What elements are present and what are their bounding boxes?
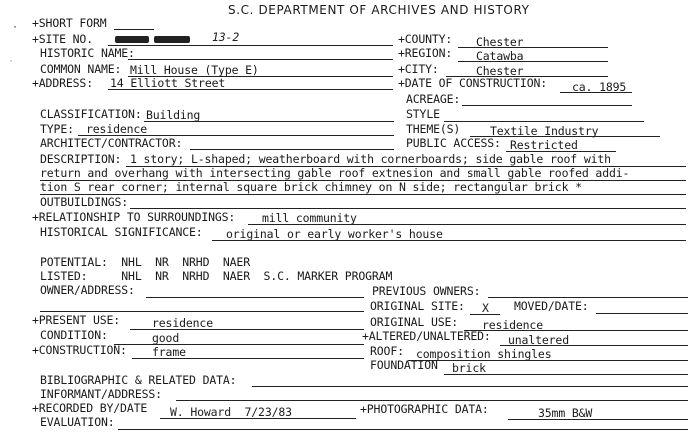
date-construction-line bbox=[560, 92, 632, 93]
significance-label: HISTORICAL SIGNIFICANCE: bbox=[40, 225, 203, 239]
condition-label: CONDITION: bbox=[40, 328, 108, 342]
redacted-mark bbox=[115, 36, 149, 43]
historic-name-label: HISTORIC NAME: bbox=[40, 46, 135, 60]
classification-line bbox=[144, 121, 394, 122]
present-use-label: +PRESENT USE: bbox=[32, 313, 121, 327]
roof-line bbox=[408, 360, 688, 361]
description-line-3: tion S rear corner; internal square brick chimney on N side; rectangular brick * bbox=[40, 180, 582, 194]
region-value: Catawba bbox=[476, 49, 524, 63]
photographic-label: +PHOTOGRAPHIC DATA: bbox=[360, 402, 489, 416]
significance-value: original or early worker's house bbox=[226, 227, 443, 241]
date-construction-label: +DATE OF CONSTRUCTION: bbox=[398, 76, 548, 90]
evaluation-label: EVALUATION: bbox=[40, 415, 115, 429]
classification-value: Building bbox=[146, 108, 201, 122]
type-value: residence bbox=[86, 122, 147, 136]
description-line-1: 1 story; L-shaped; weatherboard with cornerboards; side gable roof with bbox=[130, 152, 611, 166]
present-use-line bbox=[130, 329, 364, 330]
construction-label: +CONSTRUCTION: bbox=[32, 343, 127, 357]
significance-line bbox=[212, 240, 686, 241]
original-use-label: ORIGINAL USE: bbox=[370, 315, 459, 329]
construction-line bbox=[132, 358, 364, 359]
short-form-label: +SHORT FORM bbox=[32, 16, 107, 30]
description-rule-3 bbox=[40, 194, 686, 195]
relationship-label: +RELATIONSHIP TO SURROUNDINGS: bbox=[32, 210, 236, 224]
recorded-by-value: W. Howard 7/23/83 bbox=[170, 405, 292, 419]
redacted-mark bbox=[154, 36, 190, 43]
architect-label: ARCHITECT/CONTRACTOR: bbox=[40, 136, 183, 150]
informant-line bbox=[176, 400, 688, 401]
altered-value: unaltered bbox=[508, 333, 569, 347]
original-site-label: ORIGINAL SITE: bbox=[370, 299, 465, 313]
outbuildings-label: OUTBUILDINGS: bbox=[40, 195, 129, 209]
address-label: +ADDRESS: bbox=[32, 76, 93, 90]
themes-value: Textile Industry bbox=[490, 124, 599, 138]
photographic-value: 35mm B&W bbox=[538, 406, 593, 420]
bibliographic-line bbox=[252, 386, 688, 387]
margin-mark: ˙ bbox=[8, 60, 15, 71]
altered-line bbox=[500, 345, 688, 346]
common-name-value: Mill House (Type E) bbox=[130, 63, 259, 77]
previous-owners-label: PREVIOUS OWNERS: bbox=[372, 284, 481, 298]
style-label: STYLE bbox=[406, 107, 440, 121]
themes-label: THEME(S) bbox=[406, 122, 461, 136]
relationship-line bbox=[248, 224, 686, 225]
previous-owners-line bbox=[488, 297, 688, 298]
altered-label: +ALTERED/UNALTERED: bbox=[362, 329, 491, 343]
classification-label: CLASSIFICATION: bbox=[40, 107, 142, 121]
moved-date-label: MOVED/DATE: bbox=[514, 299, 589, 313]
original-site-line bbox=[470, 314, 500, 315]
recorded-by-line bbox=[160, 418, 356, 419]
relationship-value: mill community bbox=[262, 211, 357, 225]
owner-label: OWNER/ADDRESS: bbox=[40, 283, 135, 297]
owner-line bbox=[146, 297, 364, 298]
construction-value: frame bbox=[152, 345, 186, 359]
condition-value: good bbox=[152, 331, 180, 345]
county-line bbox=[458, 47, 608, 48]
roof-label: ROOF: bbox=[370, 344, 404, 358]
moved-date-line bbox=[596, 313, 688, 314]
recorded-by-label: +RECORDED BY/DATE bbox=[32, 401, 148, 415]
city-label: +CITY: bbox=[398, 62, 439, 76]
outbuildings-line bbox=[130, 208, 686, 209]
present-use-value: residence bbox=[152, 316, 213, 330]
foundation-line bbox=[444, 374, 688, 375]
photographic-line bbox=[508, 419, 688, 420]
date-construction-value: ca. 1895 bbox=[572, 80, 627, 94]
acreage-label: ACREAGE: bbox=[406, 92, 461, 106]
foundation-label: FOUNDATION bbox=[370, 358, 438, 372]
site-no-value: 13-2 bbox=[212, 30, 240, 44]
common-name-label: COMMON NAME: bbox=[40, 62, 122, 76]
style-line bbox=[444, 121, 644, 122]
type-label: TYPE: bbox=[40, 122, 74, 136]
informant-label: INFORMANT/ADDRESS: bbox=[40, 387, 162, 401]
original-use-line bbox=[464, 330, 688, 331]
public-access-label: PUBLIC ACCESS: bbox=[406, 136, 501, 150]
form-header: S.C. DEPARTMENT OF ARCHIVES AND HISTORY bbox=[228, 3, 530, 17]
architect-line bbox=[190, 149, 394, 150]
bibliographic-label: BIBLIOGRAPHIC & RELATED DATA: bbox=[40, 373, 237, 387]
acreage-line bbox=[462, 105, 632, 106]
roof-value: composition shingles bbox=[416, 347, 552, 361]
listed-row: LISTED: NHL NR NRHD NAER S.C. MARKER PROGRAM bbox=[40, 269, 393, 283]
address-line bbox=[108, 89, 393, 90]
site-no-label: +SITE NO. bbox=[32, 32, 93, 46]
county-label: +COUNTY: bbox=[398, 32, 453, 46]
region-line bbox=[458, 61, 608, 62]
short-form-line bbox=[114, 29, 154, 30]
region-label: +REGION: bbox=[398, 46, 453, 60]
public-access-value: Restricted bbox=[510, 138, 578, 152]
owner-line-2 bbox=[40, 311, 364, 312]
city-value: Chester bbox=[476, 64, 524, 78]
margin-mark: · bbox=[12, 22, 19, 33]
historic-name-line bbox=[128, 59, 393, 60]
potential-row: POTENTIAL: NHL NR NRHD NAER bbox=[40, 255, 250, 269]
county-value: Chester bbox=[476, 35, 524, 49]
site-no-line bbox=[108, 45, 393, 46]
description-line-2: return and overhang with intersecting gable roof extnesion and small gable roofed addi- bbox=[40, 166, 630, 180]
address-value: 14 Elliott Street bbox=[110, 76, 226, 90]
evaluation-line bbox=[118, 429, 688, 430]
original-use-value: residence bbox=[482, 318, 543, 332]
foundation-value: brick bbox=[452, 361, 486, 375]
original-site-value: X bbox=[482, 301, 489, 315]
description-label: DESCRIPTION: bbox=[40, 152, 122, 166]
